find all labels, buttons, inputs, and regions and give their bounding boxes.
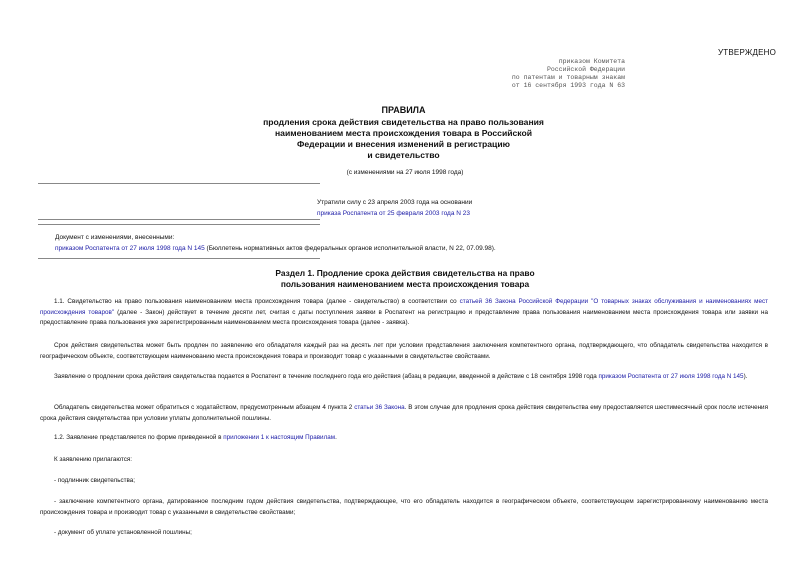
paragraph-petition bbox=[40, 403, 768, 424]
list-item-fee bbox=[40, 528, 768, 539]
lost-force-note bbox=[317, 197, 472, 219]
divider bbox=[38, 219, 320, 220]
order-line: приказом Комитета bbox=[558, 58, 625, 65]
paragraph-text: Обладатель свидетельства может обратиться с ходатайством, предусмотренным абзацем 4 пункта 2 bbox=[54, 404, 353, 411]
law-article-36-link[interactable]: статьей 36 Закона Российской Федерации "О товарных знаках обслуживания и наименованиях мест происхождения товаров" bbox=[40, 298, 769, 316]
divider bbox=[38, 258, 320, 259]
appendix-1-link[interactable]: приложении 1 к настоящим Правилам bbox=[223, 434, 336, 441]
paragraph-text: 1.1. Свидетельство на право пользования наименованием места происхождения товара (далее - свидетельство) в соответствии со bbox=[54, 298, 457, 305]
document-changes-note bbox=[55, 232, 755, 254]
paragraph-text: К заявлению прилагаются: bbox=[54, 456, 133, 463]
lost-force-link[interactable]: приказа Роспатента от 25 февраля 2003 года N 23 bbox=[317, 210, 471, 217]
title-line: продления срока действия свидетельства на право пользования bbox=[263, 117, 544, 127]
order-line: Российской Федерации bbox=[546, 66, 625, 73]
divider bbox=[38, 224, 320, 225]
paragraph-text: (далее - Закон) действует в течение десяти лет, считая с даты поступления заявки в Роспатент на регистрацию и представление права пользования наименованием места происхождения товара или заявки на предоставление права пользования уже зарегистрированным наименованием места происхождения товара (далее - заявка). bbox=[40, 308, 768, 327]
paragraph-text: - документ об уплате установленной пошлины; bbox=[54, 529, 192, 536]
title-line: Федерации и внесения изменений в регистрацию bbox=[297, 139, 510, 149]
changes-note: (с изменениями на 27 июля 1998 года) bbox=[346, 169, 464, 176]
divider bbox=[38, 183, 320, 184]
order-line: по патентам и товарным знакам bbox=[511, 74, 625, 81]
section-title-line: Раздел 1. Продление срока действия свидетельства на право bbox=[275, 268, 535, 278]
list-item-conclusion bbox=[40, 497, 768, 518]
paragraph-text: 1.2. Заявление представляется по форме приведенной в bbox=[54, 434, 222, 441]
paragraph-1-2 bbox=[40, 433, 768, 444]
paragraph-application bbox=[40, 372, 768, 383]
paragraph-text: . bbox=[335, 434, 337, 441]
approved-stamp: УТВЕРЖДЕНО bbox=[718, 48, 777, 57]
title-main: ПРАВИЛА bbox=[381, 105, 426, 115]
list-item-original bbox=[40, 476, 768, 487]
doc-note-rest: (Бюллетень нормативных актов федеральных органов исполнительной власти, N 22, 07.09.98). bbox=[204, 245, 496, 252]
paragraph-text: - заключение компетентного органа, датированное последним годом действия свидетельства, подтверждающее, что его обладатель находится в географическом объекте, соответствующем зарегистрированному наименованию места происхождения товара и производит товар с указанными в свидетельстве свойствами; bbox=[40, 498, 768, 516]
law-article-link[interactable]: статьи 36 Закона bbox=[354, 404, 405, 411]
title-line: наименованием места происхождения товара в Российской bbox=[274, 128, 533, 138]
document-title bbox=[200, 105, 607, 161]
section-title bbox=[240, 268, 570, 290]
rospatent-order-link[interactable]: приказом Роспатента от 27 июля 1998 года N 145 bbox=[598, 373, 744, 380]
order-line: от 16 сентября 1993 года N 63 bbox=[511, 82, 625, 89]
title-line: и свидетельство bbox=[367, 150, 440, 160]
paragraph-1-1 bbox=[40, 297, 768, 329]
paragraph-text: Заявление о продлении срока действия свидетельства подается в Роспатент в течение последнего года его действия (абзац в редакции, введенной в действие с 18 сентября 1998 года bbox=[54, 373, 597, 380]
paragraph-text: Срок действия свидетельства может быть продлен по заявлению его обладателя каждый раз на десять лет при условии представления заключения компетентного органа, подтверждающего, что обладатель свидетельства находится в географическом объекте, соответствующем наименованию места происхождения товара и производит товар с указанными в свидетельстве свойствами. bbox=[40, 342, 768, 360]
section-title-line: пользования наименованием места происхождения товара bbox=[280, 279, 530, 289]
lost-force-text: Утратили силу с 23 апреля 2003 года на основании bbox=[317, 199, 473, 206]
approval-order-block bbox=[495, 58, 625, 90]
paragraph-attachments bbox=[40, 455, 768, 466]
doc-note-link[interactable]: приказом Роспатента от 27 июля 1998 года N 145 bbox=[55, 245, 205, 252]
paragraph-text: - подлинник свидетельства; bbox=[54, 477, 136, 484]
paragraph-text: . В этом случае для продления срока действия свидетельства ему предоставляется шестимесячный срок после истечения срока действия свидетельства при условии уплаты дополнительной пошлины. bbox=[40, 404, 768, 422]
paragraph-text: ). bbox=[743, 373, 748, 380]
paragraph-term bbox=[40, 341, 768, 362]
doc-note-heading: Документ с изменениями, внесенными: bbox=[55, 234, 175, 241]
